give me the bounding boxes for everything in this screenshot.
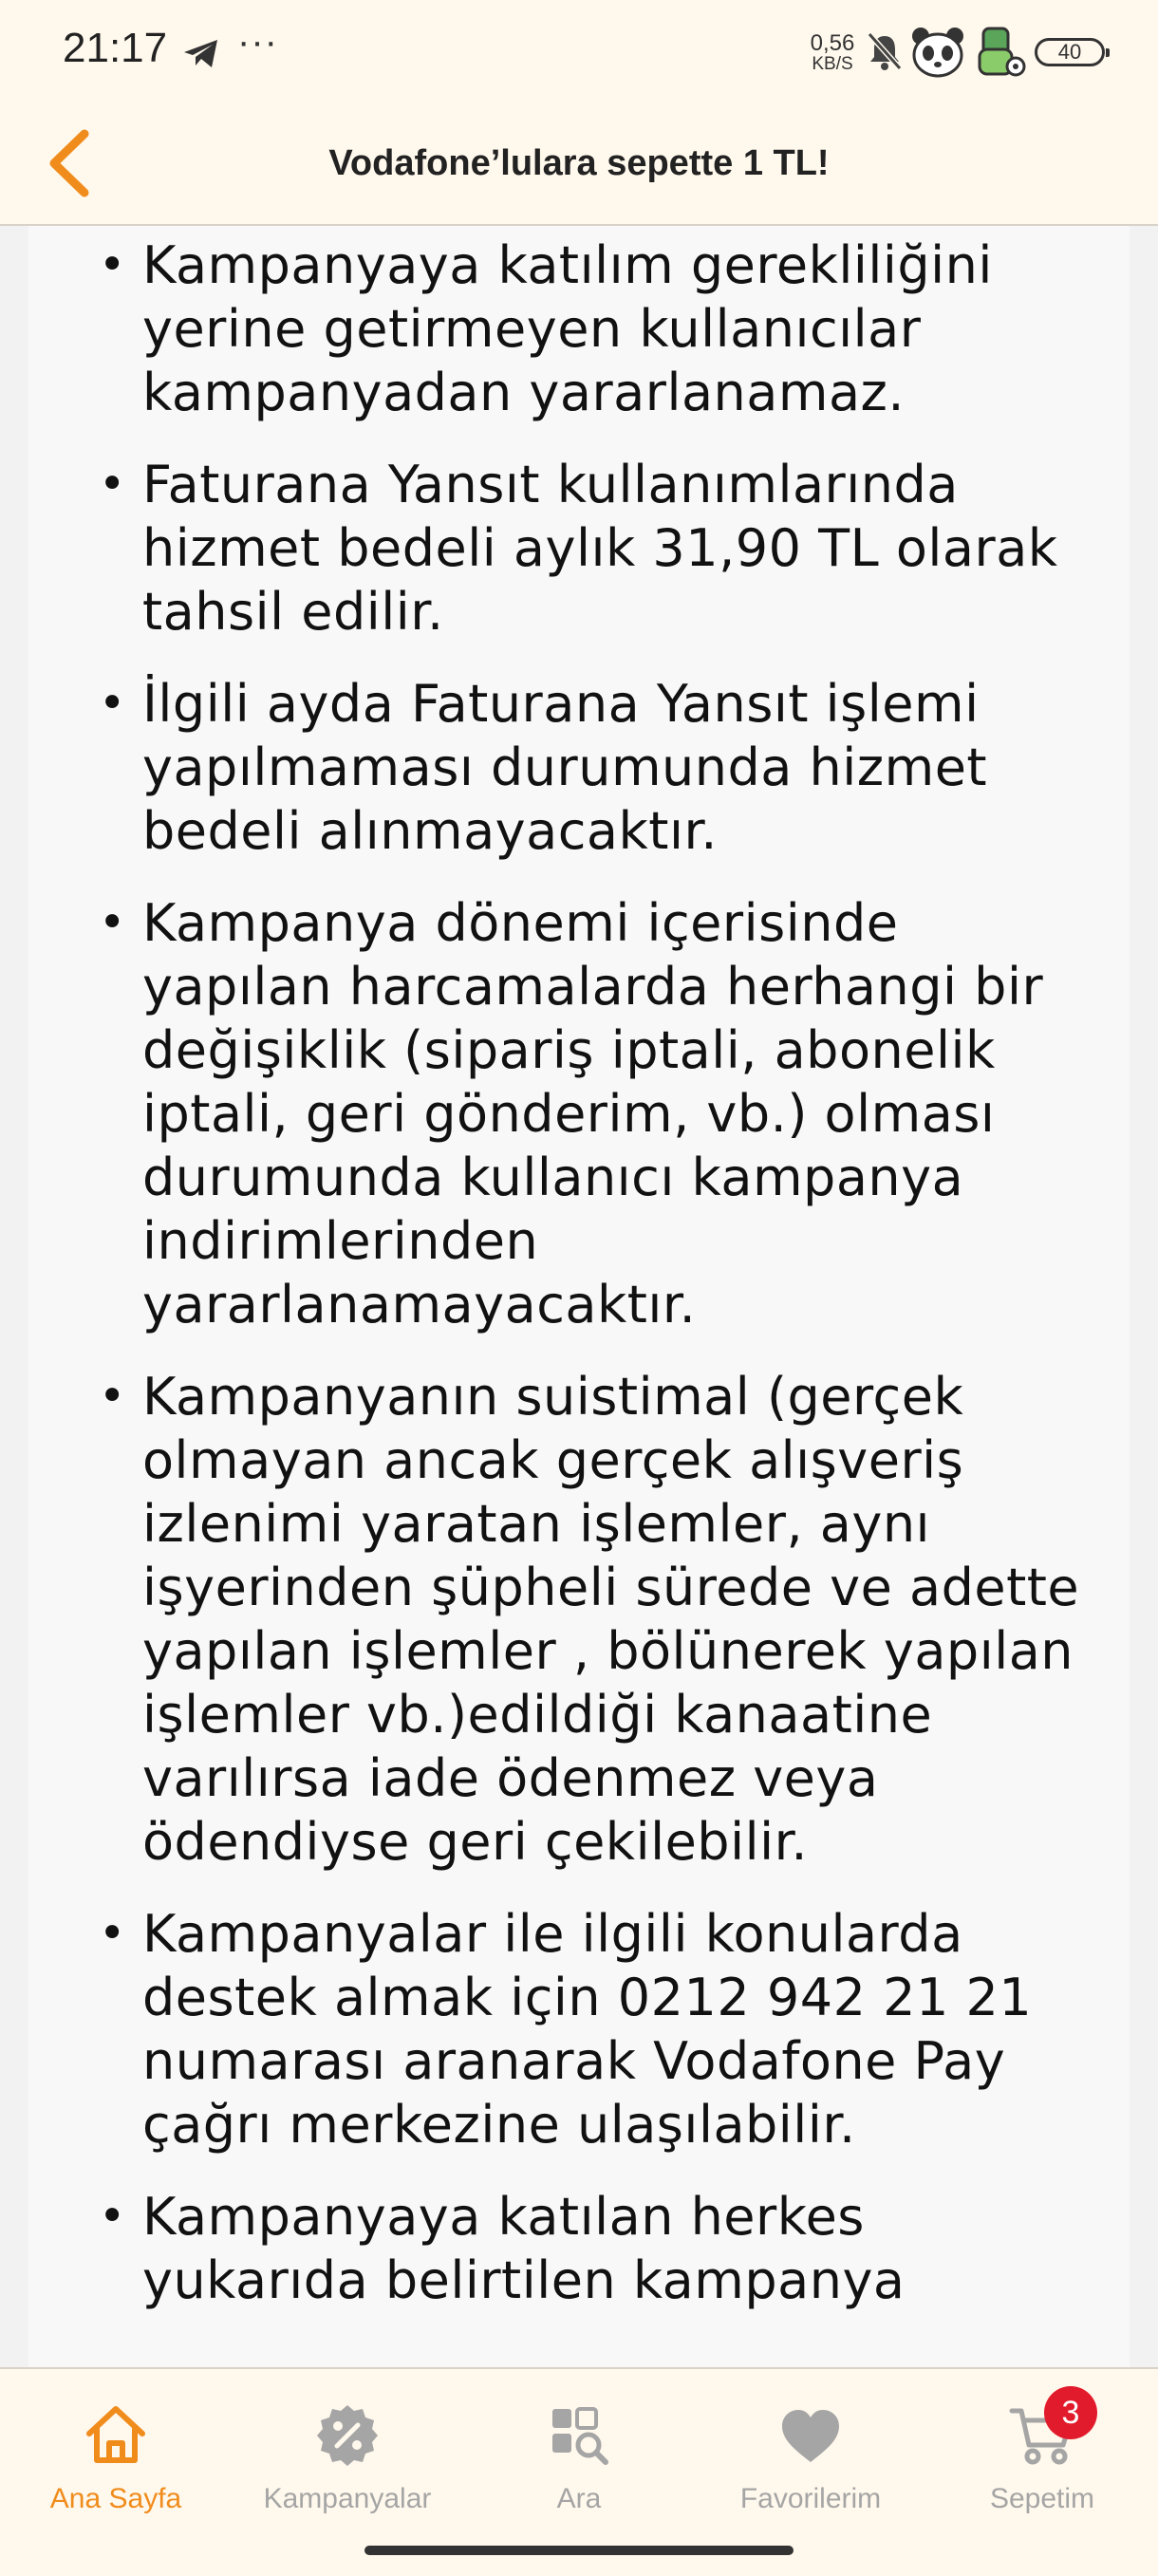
panda-sticker-icon xyxy=(909,25,966,82)
network-speed-value: 0,56 xyxy=(810,30,855,56)
network-speed-unit: KB/S xyxy=(812,54,853,74)
terms-list xyxy=(28,224,1130,2341)
back-button[interactable] xyxy=(28,123,108,203)
cart-count-badge: 3 xyxy=(1044,2386,1097,2439)
campaign-terms-panel[interactable] xyxy=(28,224,1130,2367)
heart-icon xyxy=(773,2398,849,2473)
nav-campaigns[interactable] xyxy=(232,2398,463,2530)
top-bar xyxy=(0,0,1158,226)
home-indicator[interactable] xyxy=(364,2546,794,2555)
status-bar xyxy=(0,0,1158,104)
term-item: • İlgili ayda Faturana Yansıt işlemi yapılmaması durumunda hizmet bedeli alınmayacaktır. xyxy=(28,672,1130,863)
chevron-left-icon xyxy=(45,128,92,198)
bottom-navigation xyxy=(0,2367,1158,2576)
mute-icon xyxy=(866,30,904,72)
battery-indicator: 40 xyxy=(1035,38,1105,66)
sticker-icon xyxy=(972,23,1027,80)
nav-cart[interactable] xyxy=(926,2398,1158,2530)
telegram-icon xyxy=(182,38,220,70)
status-time: 21:17 xyxy=(63,25,168,71)
term-item: • Kampanyanın suistimal (gerçek olmayan ancak gerçek alışveriş izlenimi yaratan işlemler, aynı işyerinden şüpheli sürede ve adette yapılan işlemler , bölünerek yapılan işlemler vb.)edildiği kanaatine varılırsa iade ödenmez veya ödendiyse geri çekilebilir. xyxy=(28,1365,1130,1874)
nav-search-label: Ara xyxy=(556,2483,602,2514)
nav-favorites-label: Favorilerim xyxy=(739,2483,882,2514)
more-notifications-icon: ··· xyxy=(237,21,278,63)
page-title: Vodafone’lulara sepette 1 TL! xyxy=(328,143,830,183)
term-item: • Kampanya dönemi içerisinde yapılan harcamalarda herhangi bir değişiklik (sipariş iptali, abonelik iptali, geri gönderim, vb.) olması durumunda kullanıcı kampanya indirimlerinden yararlanamayacaktır. xyxy=(28,891,1130,1336)
nav-cart-label: Sepetim xyxy=(989,2483,1095,2514)
nav-campaigns-label: Kampanyalar xyxy=(263,2483,432,2514)
home-icon xyxy=(78,2398,154,2473)
term-item: • Kampanyaya katılan herkes yukarıda belirtilen kampanya xyxy=(28,2185,1130,2312)
network-speed xyxy=(803,32,862,73)
search-grid-icon xyxy=(541,2398,617,2473)
term-item: • Kampanyaya katılım gerekliliğini yerine getirmeyen kullanıcılar kampanyadan yararlanamaz. xyxy=(28,233,1130,424)
nav-home-label: Ana Sayfa xyxy=(49,2483,182,2514)
discount-badge-icon xyxy=(309,2398,385,2473)
nav-search[interactable] xyxy=(463,2398,695,2530)
term-item: • Kampanyalar ile ilgili konularda destek almak için 0212 942 21 21 numarası aranarak Vodafone Pay çağrı merkezine ulaşılabilir. xyxy=(28,1902,1130,2156)
nav-home[interactable] xyxy=(0,2398,232,2530)
term-item: • Faturana Yansıt kullanımlarında hizmet bedeli aylık 31,90 TL olarak tahsil edilir. xyxy=(28,453,1130,644)
page-header xyxy=(0,104,1158,222)
nav-favorites[interactable] xyxy=(695,2398,926,2530)
